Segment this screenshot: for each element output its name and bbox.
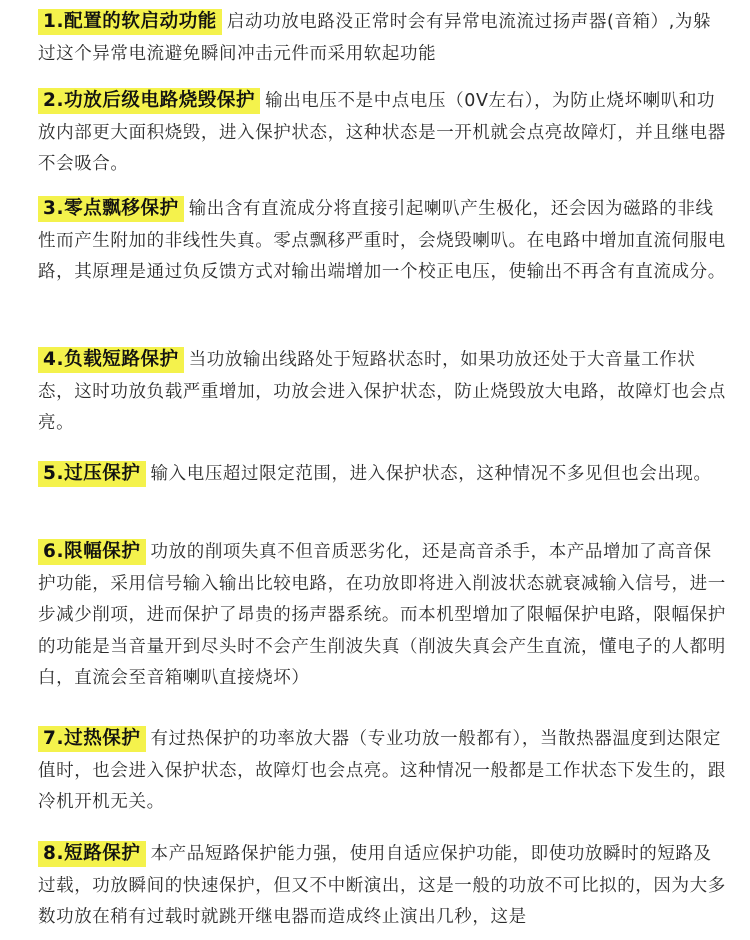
section-load-short-protection [38,344,728,440]
section-short-circuit-protection [38,838,728,934]
section-text: 输入电压超过限定范围，进入保护状态，这种情况不多见但也会出现。 [150,464,712,484]
section-overheat-protection [38,723,728,819]
section-soft-start [38,6,728,70]
section-heading: 8.短路保护 [38,841,146,867]
section-heading: 2.功放后级电路烧毁保护 [38,88,260,114]
section-heading: 6.限幅保护 [38,539,146,565]
section-text: 本产品短路保护能力强，使用自适应保护功能，即使功放瞬时的短路及过载，功放瞬间的快速保护，但又不中断演出，这是一般的功放不可比拟的，因为大多数功放在稍有过载时就跳开继电器而造成终止演出几秒，这是 [38,844,726,927]
section-zero-drift-protection [38,193,728,289]
section-heading: 5.过压保护 [38,461,146,487]
section-heading: 3.零点飘移保护 [38,196,184,222]
section-heading: 1.配置的软启动功能 [38,9,222,35]
section-text: 输出含有直流成分将直接引起喇叭产生极化，还会因为磁路的非线性而产生附加的非线性失真。零点飘移严重时，会烧毁喇叭。在电路中增加直流伺服电路，其原理是通过负反馈方式对输出端增加一个校正电压，使输出不再含有直流成分。 [38,199,726,282]
section-heading: 4.负载短路保护 [38,347,184,373]
section-text: 功放的削项失真不但音质恶劣化，还是高音杀手，本产品增加了高音保护功能，采用信号输入输出比较电路，在功放即将进入削波状态就衰减输入信号，进一步减少削项，进而保护了昂贵的扬声器系统。而本机型增加了限幅保护电路，限幅保护的功能是当音量开到尽头时不会产生削波失真（削波失真会产生直流，懂电子的人都明白，直流会至音箱喇叭直接烧坏） [38,542,726,688]
section-overvoltage-protection [38,458,728,491]
section-text: 有过热保护的功率放大器（专业功放一般都有），当散热器温度到达限定值时，也会进入保护状态，故障灯也会点亮。这种情况一般都是工作状态下发生的，跟冷机开机无关。 [38,729,726,812]
section-text: 启动功放电路没正常时会有异常电流流过扬声器(音箱）,为躲过这个异常电流避免瞬间冲击元件而采用软起功能 [38,12,712,64]
section-heading: 7.过热保护 [38,726,146,752]
section-text: 当功放输出线路处于短路状态时，如果功放还处于大音量工作状态，这时功放负载严重增加，功放会进入保护状态，防止烧毁放大电路，故障灯也会点亮。 [38,350,726,433]
section-limiter-protection [38,536,728,695]
section-output-stage-protection [38,85,728,181]
section-text: 输出电压不是中点电压（0V左右），为防止烧坏喇叭和功放内部更大面积烧毁，进入保护状态，这种状态是一开机就会点亮故障灯，并且继电器不会吸合。 [38,91,726,174]
